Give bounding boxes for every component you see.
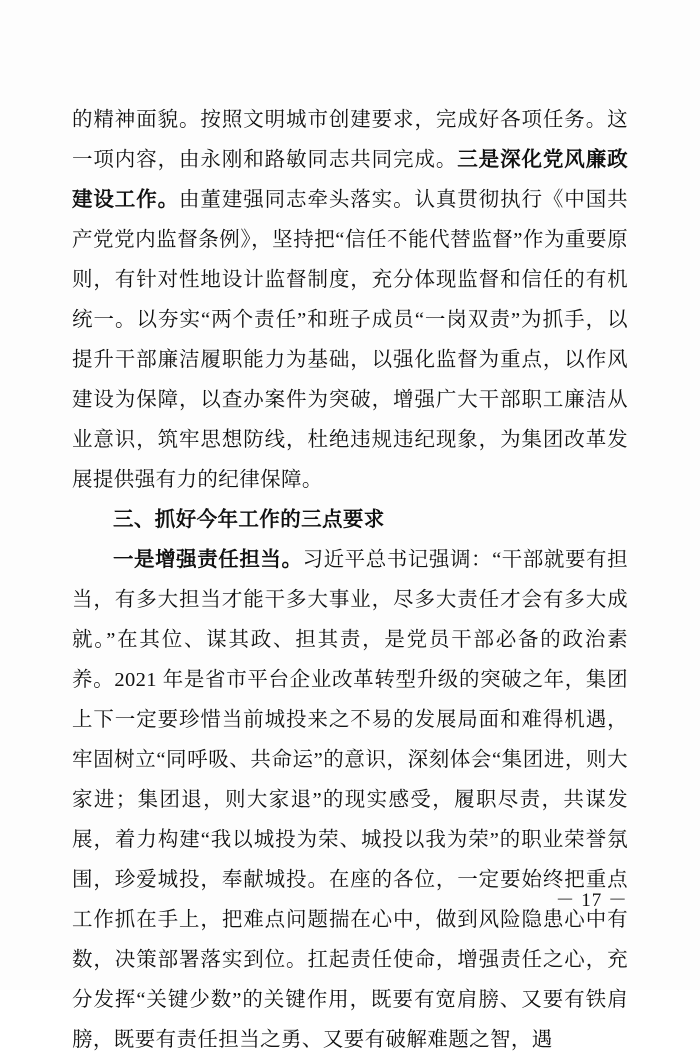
document-body — [72, 100, 628, 1060]
paragraph-continuation — [72, 100, 628, 500]
paragraph-point-one — [72, 540, 628, 1060]
section-heading: 三、抓好今年工作的三点要求 — [113, 509, 385, 531]
text-run-bold: 三是深化党风廉政建设工作。 — [72, 149, 629, 211]
text-run-bold: 一是增强责任担当。 — [113, 549, 303, 571]
text-run: 的精神面貌。按照文明城市创建要求，完成好各项任务。这一项内容，由永刚和路敏同志共同完成。 — [72, 109, 628, 171]
text-run: 由董建强同志牵头落实。认真贯彻执行《中国共产党党内监督条例》，坚持把“信任不能代替监督”作为重要原则，有针对性地设计监督制度，充分体现监督和信任的有机统一。以夯实“两个责任”和班子成员“一岗双责”为抓手，以提升干部廉洁履职能力为基础，以强化监督为重点，以作风建设为保障，以查办案件为突破，增强广大干部职工廉洁从业意识，筑牢思想防线，杜绝违规违纪现象，为集团改革发展提供强有力的纪律保障。 — [72, 189, 629, 491]
page-number: － 17 － — [555, 890, 628, 911]
text-run: 习近平总书记强调：“干部就要有担当，有多大担当才能干多大事业，尽多大责任才会有多大成就。”在其位、谋其政、担其责，是党员干部必备的政治素养。2021 年是省市平台企业改革转型升级的突破之年，集团上下一定要珍惜当前城投来之不易的发展局面和难得机遇，牢固树立“同呼吸、共命运”的意识，深刻体会“集团进，则大家进；集团退，则大家退”的现实感受，履职尽责，共谋发展，着力构建“我以城投为荣、城投以我为荣”的职业荣誉氛围，珍爱城投，奉献城投。在座的各位，一定要始终把重点工作抓在手上，把难点问题揣在心中，做到风险隐患心中有数，决策部署落实到位。扛起责任使命，增强责任之心，充分发挥“关键少数”的关键作用，既要有宽肩膀、又要有铁肩膀，既要有责任担当之勇、又要有破解难题之智，遇 — [72, 549, 628, 1051]
